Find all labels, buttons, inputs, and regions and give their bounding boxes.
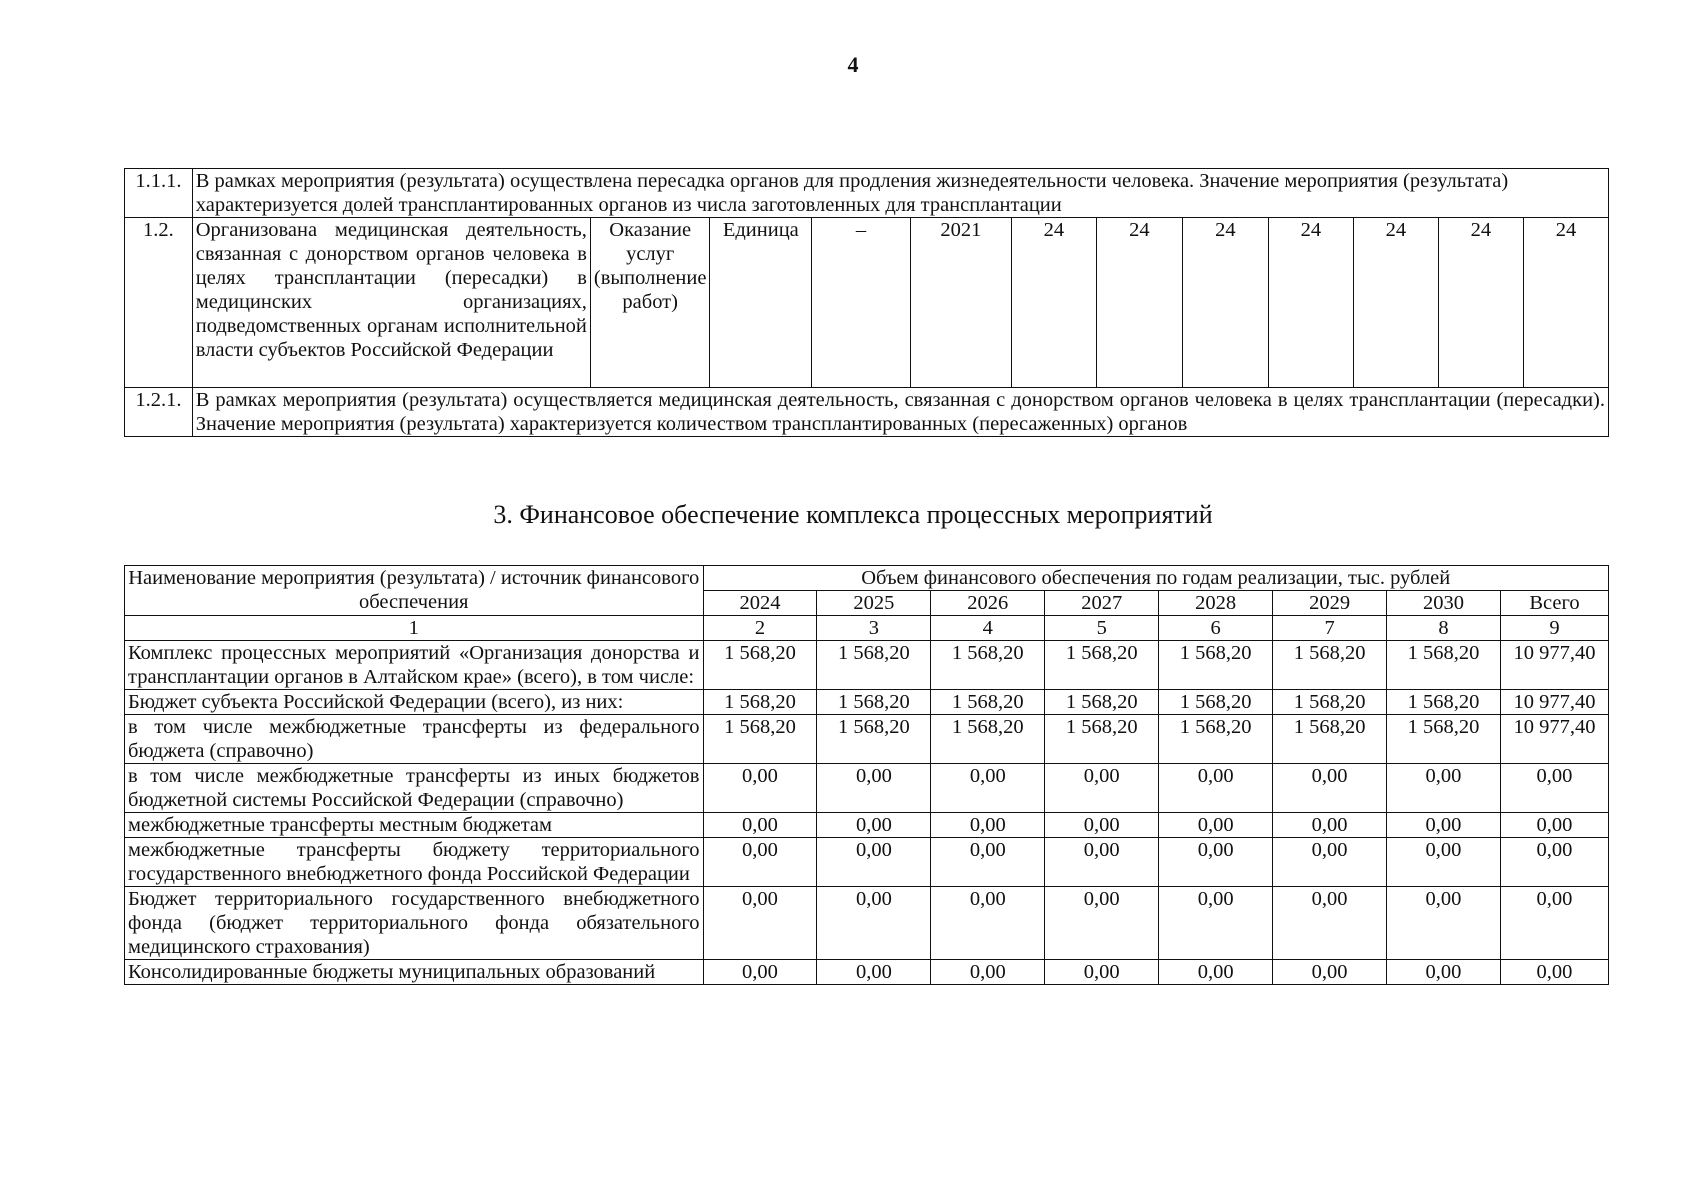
table-row	[125, 764, 1609, 813]
amount-cell: 0,00	[931, 764, 1045, 813]
amount-cell: 1 568,20	[1159, 690, 1273, 715]
amount-cell: 1 568,20	[1159, 715, 1273, 764]
amount-cell: 0,00	[1045, 838, 1159, 887]
year-header: Всего	[1500, 591, 1608, 616]
amount-cell: 0,00	[1159, 813, 1273, 838]
source-name: в том числе межбюджетные трансферты из иных бюджетов бюджетной системы Российской Федерации (справочно)	[125, 764, 704, 813]
amount-cell: 0,00	[1500, 813, 1608, 838]
source-name: Консолидированные бюджеты муниципальных образований	[125, 960, 704, 985]
amount-cell: 0,00	[817, 764, 931, 813]
value-cell: 24	[1523, 218, 1608, 388]
unit: Единица	[710, 218, 812, 388]
source-name: Бюджет субъекта Российской Федерации (всего), из них:	[125, 690, 704, 715]
table-row	[125, 388, 1609, 437]
value-cell: 24	[1011, 218, 1096, 388]
column-number: 1	[125, 616, 704, 641]
amount-cell: 10 977,40	[1500, 690, 1608, 715]
amount-cell: 0,00	[1273, 838, 1387, 887]
amount-cell: 0,00	[1500, 960, 1608, 985]
amount-cell: 1 568,20	[931, 641, 1045, 690]
amount-cell: 1 568,20	[931, 715, 1045, 764]
row-number: 1.2.1.	[125, 388, 193, 437]
amount-cell: 0,00	[1045, 813, 1159, 838]
value-cell: 24	[1353, 218, 1438, 388]
header-volume: Объем финансового обеспечения по годам реализации, тыс. рублей	[703, 566, 1609, 591]
amount-cell: 0,00	[703, 764, 817, 813]
amount-cell: 0,00	[931, 813, 1045, 838]
source-name: в том числе межбюджетные трансферты из федерального бюджета (справочно)	[125, 715, 704, 764]
source-name: межбюджетные трансферты местным бюджетам	[125, 813, 704, 838]
amount-cell: 0,00	[1500, 764, 1608, 813]
column-number: 6	[1159, 616, 1273, 641]
amount-cell: 1 568,20	[703, 641, 817, 690]
amount-cell: 1 568,20	[1273, 641, 1387, 690]
amount-cell: 0,00	[1500, 838, 1608, 887]
column-number: 9	[1500, 616, 1608, 641]
amount-cell: 0,00	[703, 838, 817, 887]
amount-cell: 0,00	[817, 813, 931, 838]
row-description: В рамках мероприятия (результата) осуществляется медицинская деятельность, связанная с донорством органов человека в целях трансплантации (пересадки). Значение мероприятия (результата) характеризуется количеством трансплантированных (пересаженных) органов	[192, 388, 1608, 437]
amount-cell: 1 568,20	[1273, 715, 1387, 764]
column-number: 3	[817, 616, 931, 641]
year-header: 2024	[703, 591, 817, 616]
amount-cell: 0,00	[1387, 813, 1501, 838]
amount-cell: 0,00	[1273, 764, 1387, 813]
amount-cell: 0,00	[1159, 887, 1273, 960]
table-row	[125, 813, 1609, 838]
amount-cell: 1 568,20	[703, 715, 817, 764]
amount-cell: 0,00	[1387, 960, 1501, 985]
amount-cell: 1 568,20	[1387, 690, 1501, 715]
column-numbers-row	[125, 616, 1609, 641]
source-name: межбюджетные трансферты бюджету территориального государственного внебюджетного фонда Российской Федерации	[125, 838, 704, 887]
header-name: Наименование мероприятия (результата) / источник финансового обеспечения	[125, 566, 704, 616]
row-description: В рамках мероприятия (результата) осуществлена пересадка органов для продления жизнедеятельности человека. Значение мероприятия (результата) характеризуется долей трансплантированных органов из числа заготовленных для трансплантации	[192, 169, 1608, 218]
amount-cell: 1 568,20	[817, 715, 931, 764]
amount-cell: 1 568,20	[1159, 641, 1273, 690]
year-header: 2027	[1045, 591, 1159, 616]
amount-cell: 1 568,20	[1045, 690, 1159, 715]
amount-cell: 0,00	[1045, 764, 1159, 813]
amount-cell: 1 568,20	[817, 641, 931, 690]
amount-cell: 10 977,40	[1500, 715, 1608, 764]
row-number: 1.1.1.	[125, 169, 193, 218]
table-row	[125, 218, 1609, 388]
value-cell: 24	[1268, 218, 1353, 388]
amount-cell: 0,00	[1159, 838, 1273, 887]
amount-cell: 0,00	[1159, 764, 1273, 813]
column-number: 2	[703, 616, 817, 641]
amount-cell: 0,00	[817, 887, 931, 960]
financing-table	[124, 565, 1609, 985]
table-row	[125, 960, 1609, 985]
year-header: 2028	[1159, 591, 1273, 616]
amount-cell: 0,00	[1045, 887, 1159, 960]
amount-cell: 1 568,20	[1045, 715, 1159, 764]
year-header: 2029	[1273, 591, 1387, 616]
amount-cell: 10 977,40	[1500, 641, 1608, 690]
amount-cell: 0,00	[703, 960, 817, 985]
table-row	[125, 887, 1609, 960]
amount-cell: 0,00	[1273, 960, 1387, 985]
amount-cell: 0,00	[1387, 887, 1501, 960]
amount-cell: 0,00	[1273, 813, 1387, 838]
event-name: Организована медицинская деятельность, связанная с донорством органов человека в целях трансплантации (пересадки) в медицинских организациях, подведомственных органам исполнительной власти субъектов Российской Федерации	[192, 218, 590, 388]
amount-cell: 1 568,20	[703, 690, 817, 715]
amount-cell: 1 568,20	[817, 690, 931, 715]
amount-cell: 0,00	[817, 838, 931, 887]
value-cell: 24	[1182, 218, 1268, 388]
amount-cell: 0,00	[1273, 887, 1387, 960]
table-row	[125, 169, 1609, 218]
amount-cell: 0,00	[817, 960, 931, 985]
table-row	[125, 641, 1609, 690]
base-value: –	[812, 218, 911, 388]
amount-cell: 1 568,20	[931, 690, 1045, 715]
column-number: 4	[931, 616, 1045, 641]
year-header: 2025	[817, 591, 931, 616]
table-row	[125, 715, 1609, 764]
year-header: 2026	[931, 591, 1045, 616]
base-year: 2021	[910, 218, 1011, 388]
table-row	[125, 690, 1609, 715]
column-number: 7	[1273, 616, 1387, 641]
table-row	[125, 838, 1609, 887]
amount-cell: 0,00	[931, 838, 1045, 887]
column-number: 5	[1045, 616, 1159, 641]
amount-cell: 0,00	[703, 887, 817, 960]
source-name: Бюджет территориального государственного внебюджетного фонда (бюджет территориального фонда обязательного медицинского страхования)	[125, 887, 704, 960]
indicators-table	[124, 168, 1609, 437]
amount-cell: 0,00	[1159, 960, 1273, 985]
amount-cell: 1 568,20	[1045, 641, 1159, 690]
value-cell: 24	[1096, 218, 1182, 388]
amount-cell: 0,00	[931, 960, 1045, 985]
amount-cell: 1 568,20	[1387, 641, 1501, 690]
column-number: 8	[1387, 616, 1501, 641]
amount-cell: 1 568,20	[1387, 715, 1501, 764]
financing-body	[125, 641, 1609, 985]
row-number: 1.2.	[125, 218, 193, 388]
amount-cell: 1 568,20	[1273, 690, 1387, 715]
amount-cell: 0,00	[1387, 764, 1501, 813]
value-cell: 24	[1438, 218, 1523, 388]
amount-cell: 0,00	[1387, 838, 1501, 887]
section-title: 3. Финансовое обеспечение комплекса процессных мероприятий	[493, 500, 1213, 529]
page-number: 4	[847, 52, 859, 77]
source-name: Комплекс процессных мероприятий «Организация донорства и трансплантации органов в Алтайском крае» (всего), в том числе:	[125, 641, 704, 690]
amount-cell: 0,00	[931, 887, 1045, 960]
header-row	[125, 566, 1609, 591]
amount-cell: 0,00	[703, 813, 817, 838]
event-type: Оказание услуг (выполнение работ)	[590, 218, 710, 388]
amount-cell: 0,00	[1500, 887, 1608, 960]
year-header: 2030	[1387, 591, 1501, 616]
amount-cell: 0,00	[1045, 960, 1159, 985]
